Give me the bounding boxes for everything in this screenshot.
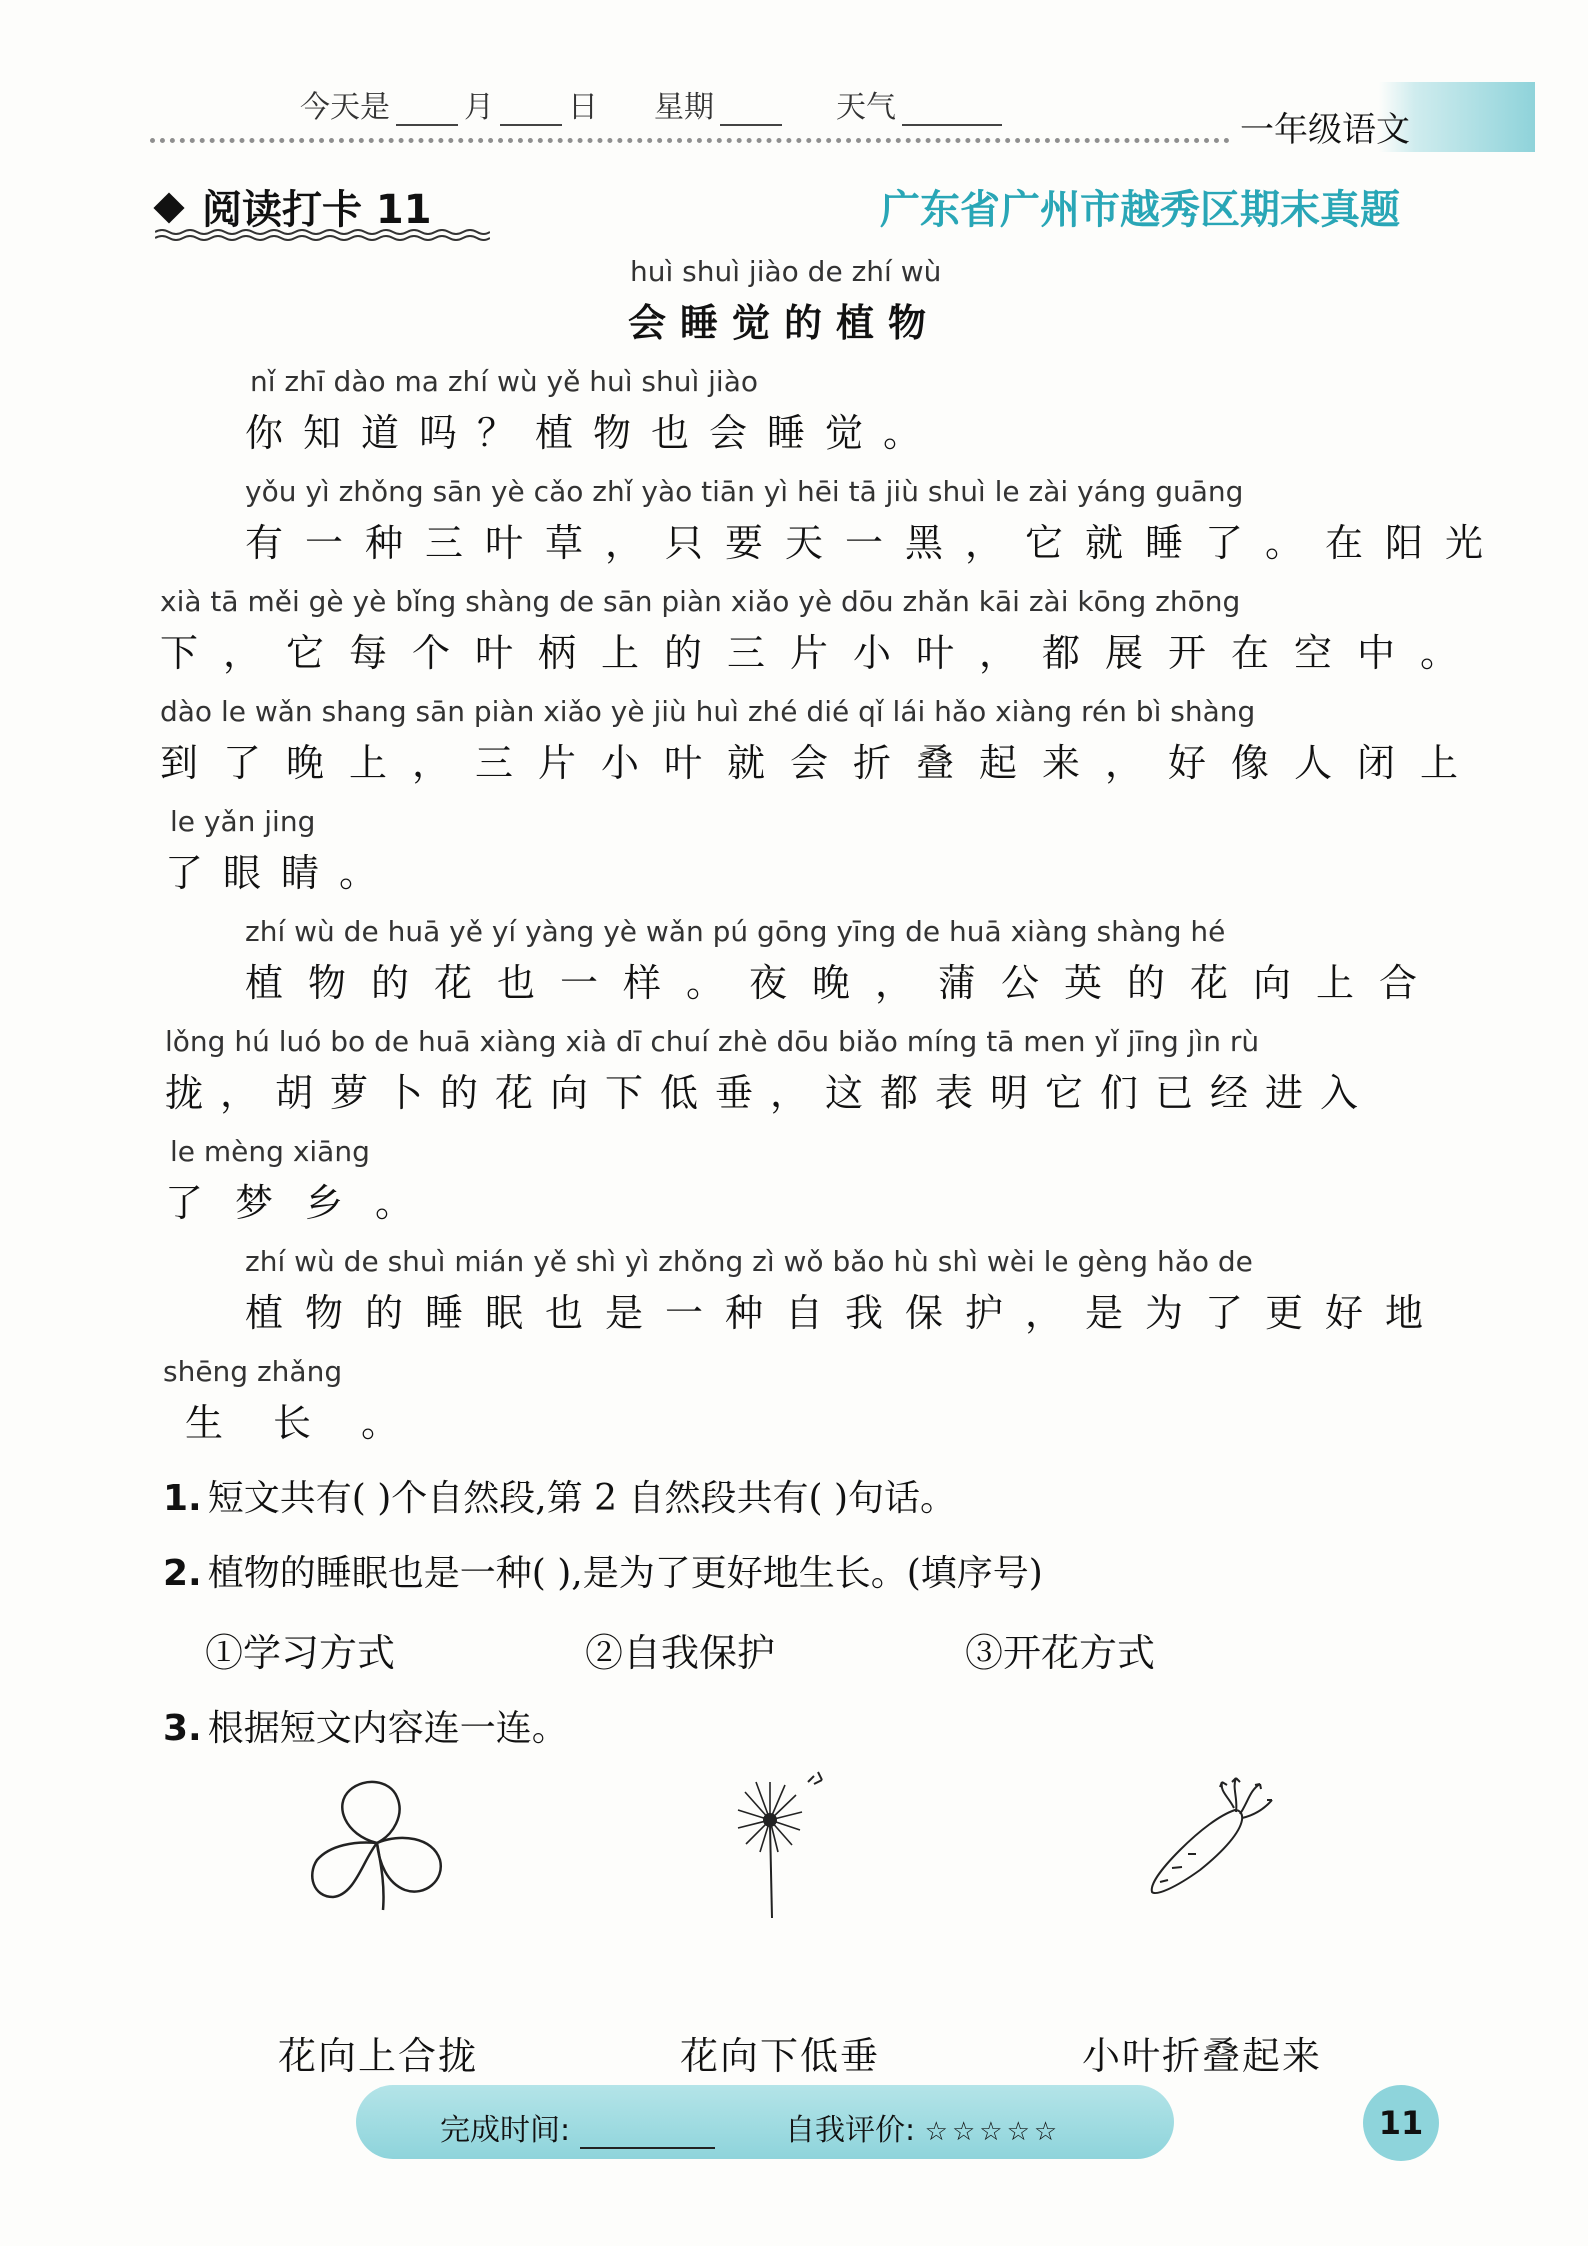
day-blank[interactable] xyxy=(500,98,562,126)
article-title-pinyin: huì shuì jiào de zhí wù xyxy=(630,255,942,288)
question-3-number: 3. xyxy=(163,1708,202,1749)
question-2-text: 植物的睡眠也是一种( ),是为了更好地生长。(填序号) xyxy=(207,1553,1043,1594)
text-line-4: 到了晚上，三片小叶就会折叠起来，好像人闭上 xyxy=(160,741,1484,785)
day-label: 日 xyxy=(568,90,598,125)
self-evaluation xyxy=(785,2105,1061,2149)
text-line-10: 生长。 xyxy=(185,1401,450,1445)
section-title-text: 阅读打卡 11 xyxy=(202,187,432,233)
pinyin-line-2: yǒu yì zhǒng sān yè cǎo zhǐ yào tiān yì hēi tā jiù shuì le zài yáng guāng xyxy=(245,475,1244,508)
weekday-label: 星期 xyxy=(654,90,714,125)
text-line-9: 植物的睡眠也是一种自我保护，是为了更好地 xyxy=(245,1291,1446,1335)
question-3 xyxy=(163,1700,568,1751)
text-line-5: 了眼睛。 xyxy=(165,851,398,895)
date-prefix: 今天是 xyxy=(300,90,390,125)
option-2[interactable]: ②自我保护 xyxy=(585,1631,776,1675)
pinyin-line-6: zhí wù de huā yě yí yàng yè wǎn pú gōng yīng de huā xiàng shàng hé xyxy=(245,915,1226,948)
weekday-blank[interactable] xyxy=(720,98,782,126)
match-label-1[interactable]: 花向上合拢 xyxy=(278,2034,479,2078)
completion-time-blank[interactable] xyxy=(580,2121,715,2149)
question-1-text: 短文共有( )个自然段,第 2 自然段共有( )句话。 xyxy=(207,1478,957,1519)
wavy-underline xyxy=(155,228,490,242)
completion-time xyxy=(440,2105,715,2149)
text-line-3: 下，它每个叶柄上的三片小叶，都展开在空中。 xyxy=(160,631,1484,675)
header-dotted-rule xyxy=(150,138,1230,143)
question-1-number: 1. xyxy=(163,1478,202,1519)
pinyin-line-3: xià tā měi gè yè bǐng shàng de sān piàn xiǎo yè dōu zhǎn kāi zài kōng zhōng xyxy=(160,585,1241,618)
question-2 xyxy=(163,1545,1043,1596)
question-2-number: 2. xyxy=(163,1553,202,1594)
section-title xyxy=(158,178,432,235)
dandelion-icon[interactable] xyxy=(730,1770,840,1920)
diamond-icon xyxy=(153,192,184,223)
pinyin-line-10: shēng zhǎng xyxy=(163,1355,343,1388)
pinyin-line-5: le yǎn jing xyxy=(170,805,316,838)
rating-stars-icon[interactable]: ☆☆☆☆☆ xyxy=(924,2117,1062,2147)
question-1 xyxy=(163,1470,956,1521)
weather-label: 天气 xyxy=(836,90,896,125)
text-line-2: 有一种三叶草，只要天一黑，它就睡了。在阳光 xyxy=(245,521,1506,565)
match-label-3[interactable]: 小叶折叠起来 xyxy=(1082,2034,1323,2078)
page-number: 11 xyxy=(1363,2085,1439,2161)
text-line-7: 拢，胡萝卜的花向下低垂，这都表明它们已经进入 xyxy=(165,1071,1376,1115)
pinyin-line-4: dào le wǎn shang sān piàn xiǎo yè jiù huì zhé dié qǐ lái hǎo xiàng rén bì shàng xyxy=(160,695,1256,728)
self-evaluation-label: 自我评价: xyxy=(785,2113,916,2148)
match-label-2[interactable]: 花向下低垂 xyxy=(680,2034,881,2078)
text-line-1: 你知道吗？植物也会睡觉。 xyxy=(245,411,942,455)
grade-label: 一年级语文 xyxy=(1240,110,1410,150)
clover-icon[interactable] xyxy=(305,1775,455,1915)
pinyin-line-9: zhí wù de shuì mián yě shì yì zhǒng zì wǒ bǎo hù shì wèi le gèng hǎo de xyxy=(245,1245,1253,1278)
pinyin-line-1: nǐ zhī dào ma zhí wù yě huì shuì jiào xyxy=(250,365,758,398)
carrot-icon[interactable] xyxy=(1140,1770,1280,1910)
completion-time-label: 完成时间: xyxy=(440,2113,571,2148)
option-1[interactable]: ①学习方式 xyxy=(205,1631,396,1675)
question-3-text: 根据短文内容连一连。 xyxy=(207,1708,568,1749)
text-line-6: 植物的花也一样。夜晚，蒲公英的花向上合 xyxy=(245,961,1443,1005)
pinyin-line-7: lǒng hú luó bo de huā xiàng xià dī chuí zhè dōu biǎo míng tā men yǐ jīng jìn rù xyxy=(165,1025,1260,1058)
month-blank[interactable] xyxy=(396,98,458,126)
pinyin-line-8: le mèng xiāng xyxy=(170,1135,370,1168)
option-3[interactable]: ③开花方式 xyxy=(965,1631,1156,1675)
exam-source-title: 广东省广州市越秀区期末真题 xyxy=(880,187,1400,233)
weather-blank[interactable] xyxy=(902,98,1002,126)
date-weather-line xyxy=(300,82,1008,126)
text-line-8: 了梦乡。 xyxy=(165,1181,446,1225)
month-label: 月 xyxy=(464,90,494,125)
article-title: 会睡觉的植物 xyxy=(628,300,941,345)
